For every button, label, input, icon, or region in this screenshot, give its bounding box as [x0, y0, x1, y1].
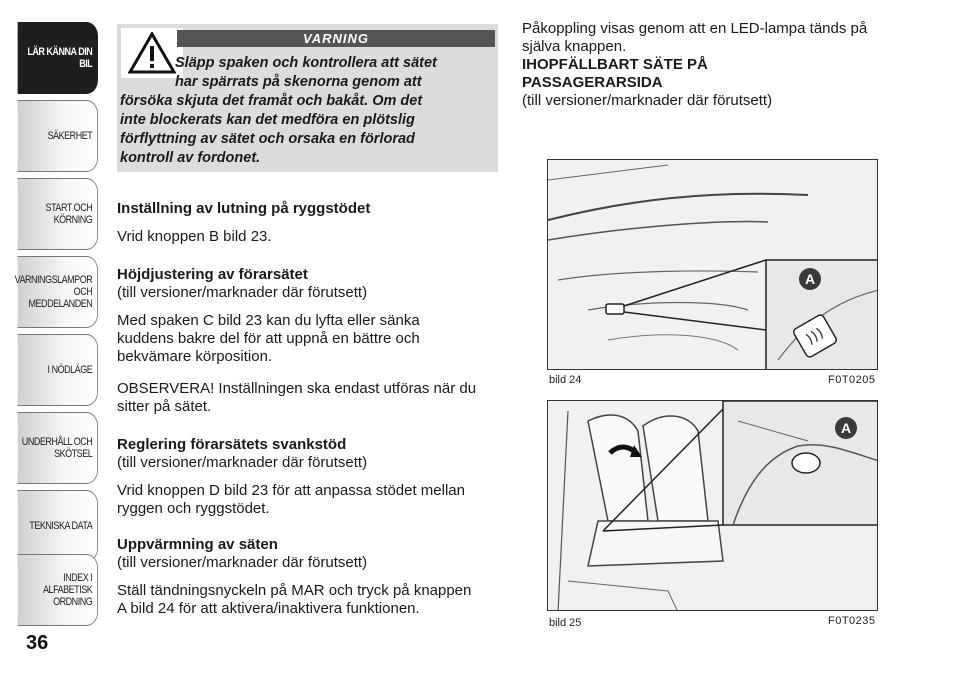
figure-24-code: F0T0205	[828, 374, 876, 386]
warning-line: inte blockerats kan det medföra en plötslig	[120, 112, 415, 128]
warning-line: förflyttning av sätet och orsaka en förlorad	[120, 131, 415, 147]
sub-svankstod: (till versioner/marknader där förutsett)	[117, 454, 368, 471]
warning-line: har spärrats på skenorna genom att	[175, 74, 422, 90]
left-column	[117, 200, 502, 618]
text-uppvarmning: Ställ tändningsnyckeln på MAR och tryck på knappen A bild 24 för att aktivera/inaktivera funktionen.	[117, 582, 472, 617]
text-ryggstod: Vrid knoppen B bild 23.	[117, 228, 272, 245]
figure-24	[547, 159, 878, 370]
tab-sakerhet[interactable]: SÄKERHET	[18, 100, 98, 172]
callout-a-badge: A	[835, 417, 857, 439]
figure-25-code: F0T0235	[828, 615, 876, 627]
figure-25-caption: bild 25	[549, 617, 582, 629]
sub-ihopfallbart: (till versioner/marknader där förutsett)	[522, 92, 773, 109]
note-observera: OBSERVERA! Inställningen ska endast utföras när du sitter på sätet.	[117, 380, 477, 415]
tab-underhall-och-skotsel[interactable]: UNDERHÅLL OCH SKÖTSEL	[18, 412, 98, 484]
heading-ihopfallbart: IHOPFÄLLBART SÄTE PÅ PASSAGERARSIDA	[522, 56, 708, 91]
figure-25	[547, 400, 878, 611]
warning-line: kontroll av fordonet.	[120, 150, 261, 166]
warning-title: VARNING	[177, 30, 495, 47]
text-led: Påkoppling visas genom att en LED-lampa tänds på själva knappen.	[522, 20, 868, 55]
warning-text	[117, 54, 498, 168]
heading-ryggstod: Inställning av lutning på ryggstödet	[117, 200, 371, 217]
page-number: 36	[26, 632, 49, 654]
tab-i-nodlage[interactable]: I NÖDLÄGE	[18, 334, 98, 406]
heading-hojdjustering: Höjdjustering av förarsätet	[117, 266, 308, 283]
heading-svankstod: Reglering förarsätets svankstöd	[117, 436, 347, 453]
sub-hojdjustering: (till versioner/marknader där förutsett)	[117, 284, 368, 301]
sub-uppvarmning: (till versioner/marknader där förutsett)	[117, 554, 368, 571]
heading-uppvarmning: Uppvärmning av säten	[117, 536, 278, 553]
text-svankstod: Vrid knoppen D bild 23 för att anpassa stödet mellan ryggen och ryggstödet.	[117, 482, 465, 517]
text-hojdjustering: Med spaken C bild 23 kan du lyfta eller sänka kuddens bakre del för att uppnå en bättre och bekvämare körposition.	[117, 312, 420, 365]
figure-24-caption: bild 24	[549, 374, 582, 386]
tab-start-och-korning[interactable]: START OCH KÖRNING	[18, 178, 98, 250]
tab-lar-kanna-din-bil[interactable]: LÄR KÄNNA DIN BIL	[18, 22, 98, 94]
tab-tekniska-data[interactable]: TEKNISKA DATA	[18, 490, 98, 562]
callout-a-badge: A	[799, 268, 821, 290]
warning-box	[117, 24, 498, 172]
right-column	[522, 20, 892, 110]
warning-line: Släpp spaken och kontrollera att sätet	[175, 55, 437, 71]
warning-line: försöka skjuta det framåt och bakåt. Om det	[120, 93, 423, 109]
tab-index[interactable]: INDEX I ALFABETISK ORDNING	[18, 554, 98, 626]
tab-varningslampor[interactable]: VARNINGSLAMPOR OCH MEDDELANDEN	[18, 256, 98, 328]
